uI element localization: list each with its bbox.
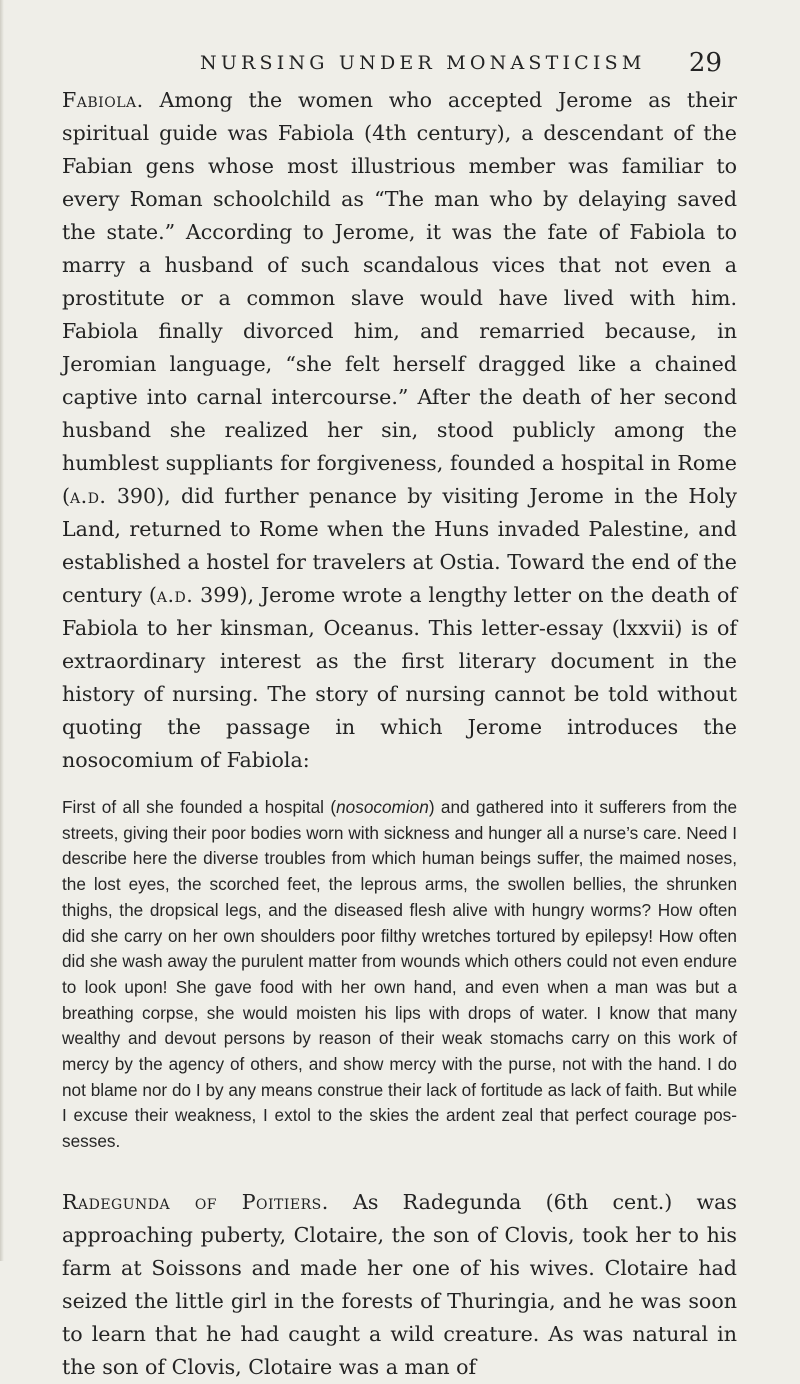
fabiola-text-3: 399), Jerome wrote a lengthy letter on the death of Fabiola to her kinsman, Oceanus. This letter-essay (lxxvii) is of extraordinary interest as the first literary document in the history of nursing. The story of nursing cannot be told without quoting the passage in which Jerome introduces the nosocomium of Fabiola: xyxy=(62,583,737,772)
era-label: a.d. xyxy=(70,484,107,508)
page-number: 29 xyxy=(688,48,722,78)
quote-text-after: ) and gathered into it sufferers from the streets, giving their poor bodies worn with sickness and hunger all a nurse’s care. Need I describe here the diverse troubles from which human beings suffer, the maimed noses, the lost eyes, the scorched feet, the leprous arms, the swollen bellies, the shrunken thighs, the dropsical legs, and the diseased flesh alive with hungry worms? How often did she carry on her own shoulders poor filthy wretches tortured by epilepsy! How often did she wash away the purulent matter from wounds which others could not even endure to look upon! She gave food with her own hand, and even when a man was but a breathing corpse, she would moisten his lips with drops of water. I know that many wealthy and devout persons by reason of their weak stomachs carry on this work of mercy by the agency of others, and show mercy with the purse, not with the hand. I do not blame nor do I by any means construe their lack of fortitude as lack of faith. But while I excuse their weakness, I extol to the skies the ardent zeal that perfect courage possesses. xyxy=(62,797,737,1152)
page-edge xyxy=(0,0,4,1261)
running-head xyxy=(90,48,730,88)
radegunda-text: As Radegunda (6th cent.) was approaching puberty, Clotaire, the son of Clovis, took her to his farm at Soissons and made her one of his wives. Clotaire had seized the little girl in the forests of Thuringia, and he was soon to learn that he had caught a wild creature. As was natural in the son of Clovis, Clotaire was a man of xyxy=(62,1189,737,1379)
radegunda-heading: Radegunda of Poitiers. xyxy=(62,1189,329,1214)
fabiola-paragraph xyxy=(62,84,737,777)
fabiola-heading: Fabiola. xyxy=(62,88,144,112)
quote-term: nosocomion xyxy=(336,797,429,817)
fabiola-text-2: 390), did further penance by visiting Jerome in the Holy Land, returned to Rome when the Huns invaded Palestine, and established a hostel for travelers at Ostia. Toward the end of the century ( xyxy=(62,484,737,607)
era-label: a.d. xyxy=(156,583,194,607)
radegunda-paragraph xyxy=(62,1186,737,1384)
jerome-quote xyxy=(62,795,737,1155)
quote-text-before: First of all she founded a hospital ( xyxy=(62,797,337,817)
page-body xyxy=(62,84,737,1384)
fabiola-text: Among the women who accepted Jerome as their spiritual guide was Fabiola (4th century), a descendant of the Fabian gens whose most illustrious member was familiar to every Roman schoolchild as “The man who by delaying saved the state.” According to Jerome, it was the fate of Fabiola to marry a husband of such scandalous vices that not even a prostitute or a common slave would have lived with him. Fabiola finally divorced him, and remarried because, in Jeromian language, “she felt herself dragged like a chained captive into carnal intercourse.” After the death of her second husband she realized her sin, stood publicly among the humblest suppliants for forgiveness, founded a hospital in Rome ( xyxy=(62,88,738,508)
running-title: NURSING UNDER MONASTICISM xyxy=(200,52,646,74)
